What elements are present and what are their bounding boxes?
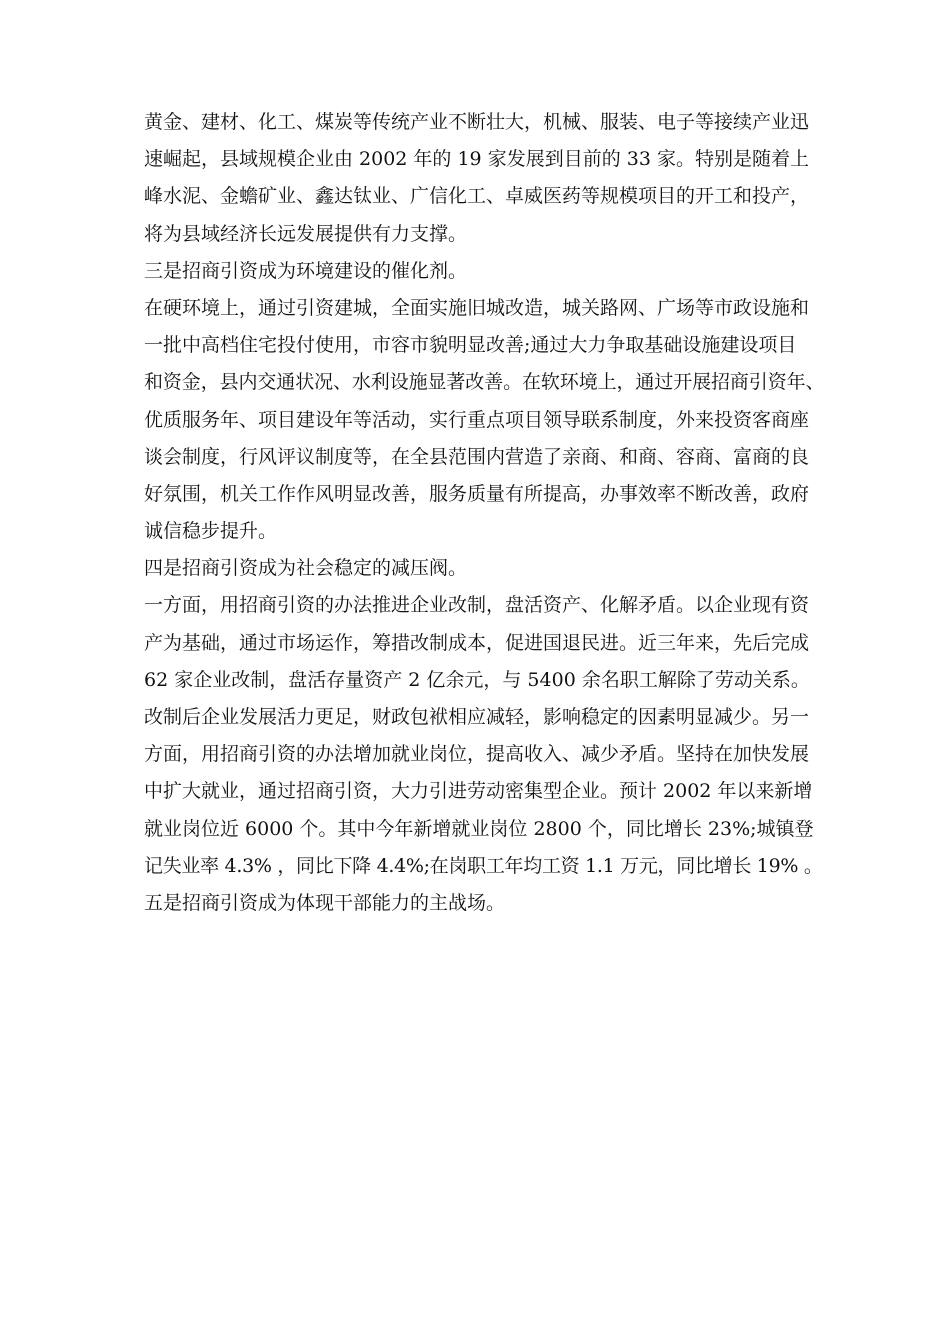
text-line-16: 62 家企业改制，盘活存量资产 2 亿余元，与 5400 余名职工解除了劳动关系。 bbox=[144, 668, 810, 691]
section-heading-5: 五是招商引资成为体现干部能力的主战场。 bbox=[144, 891, 506, 914]
section-heading-3: 三是招商引资成为环境建设的催化剂。 bbox=[144, 259, 468, 282]
text-line-6: 在硬环境上，通过引资建城，全面实施旧城改造，城关路网、广场等市政设施和 bbox=[144, 296, 810, 319]
text-line-8: 和资金，县内交通状况、水利设施显著改善。在软环境上，通过开展招商引资年、 bbox=[144, 371, 825, 394]
text-line-14: 一方面，用招商引资的办法推进企业改制，盘活资产、化解矛盾。以企业现有资 bbox=[144, 594, 810, 617]
text-line-19: 中扩大就业，通过招商引资，大力引进劳动密集型企业。预计 2002 年以来新增 bbox=[144, 780, 813, 803]
document-body bbox=[144, 104, 824, 922]
text-line-10: 谈会制度，行风评议制度等，在全县范围内营造了亲商、和商、容商、富商的良 bbox=[144, 445, 810, 468]
text-line-9: 优质服务年、项目建设年等活动，实行重点项目领导联系制度，外来投资客商座 bbox=[144, 408, 810, 431]
text-line-3: 峰水泥、金蟾矿业、鑫达钛业、广信化工、卓威医药等规模项目的开工和投产， bbox=[144, 185, 810, 208]
text-line-11: 好氛围，机关工作作风明显改善，服务质量有所提高，办事效率不断改善，政府 bbox=[144, 482, 810, 505]
text-line-18: 方面，用招商引资的办法增加就业岗位，提高收入、减少矛盾。坚持在加快发展 bbox=[144, 743, 810, 766]
text-line-12: 诚信稳步提升。 bbox=[144, 520, 278, 543]
section-heading-4: 四是招商引资成为社会稳定的减压阀。 bbox=[144, 557, 468, 580]
text-line-17: 改制后企业发展活力更足，财政包袱相应减轻，影响稳定的因素明显减少。另一 bbox=[144, 706, 810, 728]
text-line-4: 将为县域经济长远发展提供有力支撑。 bbox=[144, 222, 468, 245]
text-line-21: 记失业率 4.3% ，同比下降 4.4%;在岗职工年均工资 1.1 万元，同比增长 19% 。 bbox=[144, 854, 823, 877]
text-line-20: 就业岗位近 6000 个。其中今年新增就业岗位 2800 个，同比增长 23%;城镇登 bbox=[144, 817, 814, 840]
text-line-1: 黄金、建材、化工、煤炭等传统产业不断壮大，机械、服装、电子等接续产业迅 bbox=[144, 111, 810, 133]
text-line-2: 速崛起，县域规模企业由 2002 年的 19 家发展到目前的 33 家。特别是随着上 bbox=[144, 148, 809, 171]
text-line-7: 一批中高档住宅投付使用，市容市貌明显改善;通过大力争取基础设施建设项目 bbox=[144, 334, 797, 357]
text-line-15: 产为基础，通过市场运作，筹措改制成本，促进国退民进。近三年来，先后完成 bbox=[144, 631, 810, 654]
